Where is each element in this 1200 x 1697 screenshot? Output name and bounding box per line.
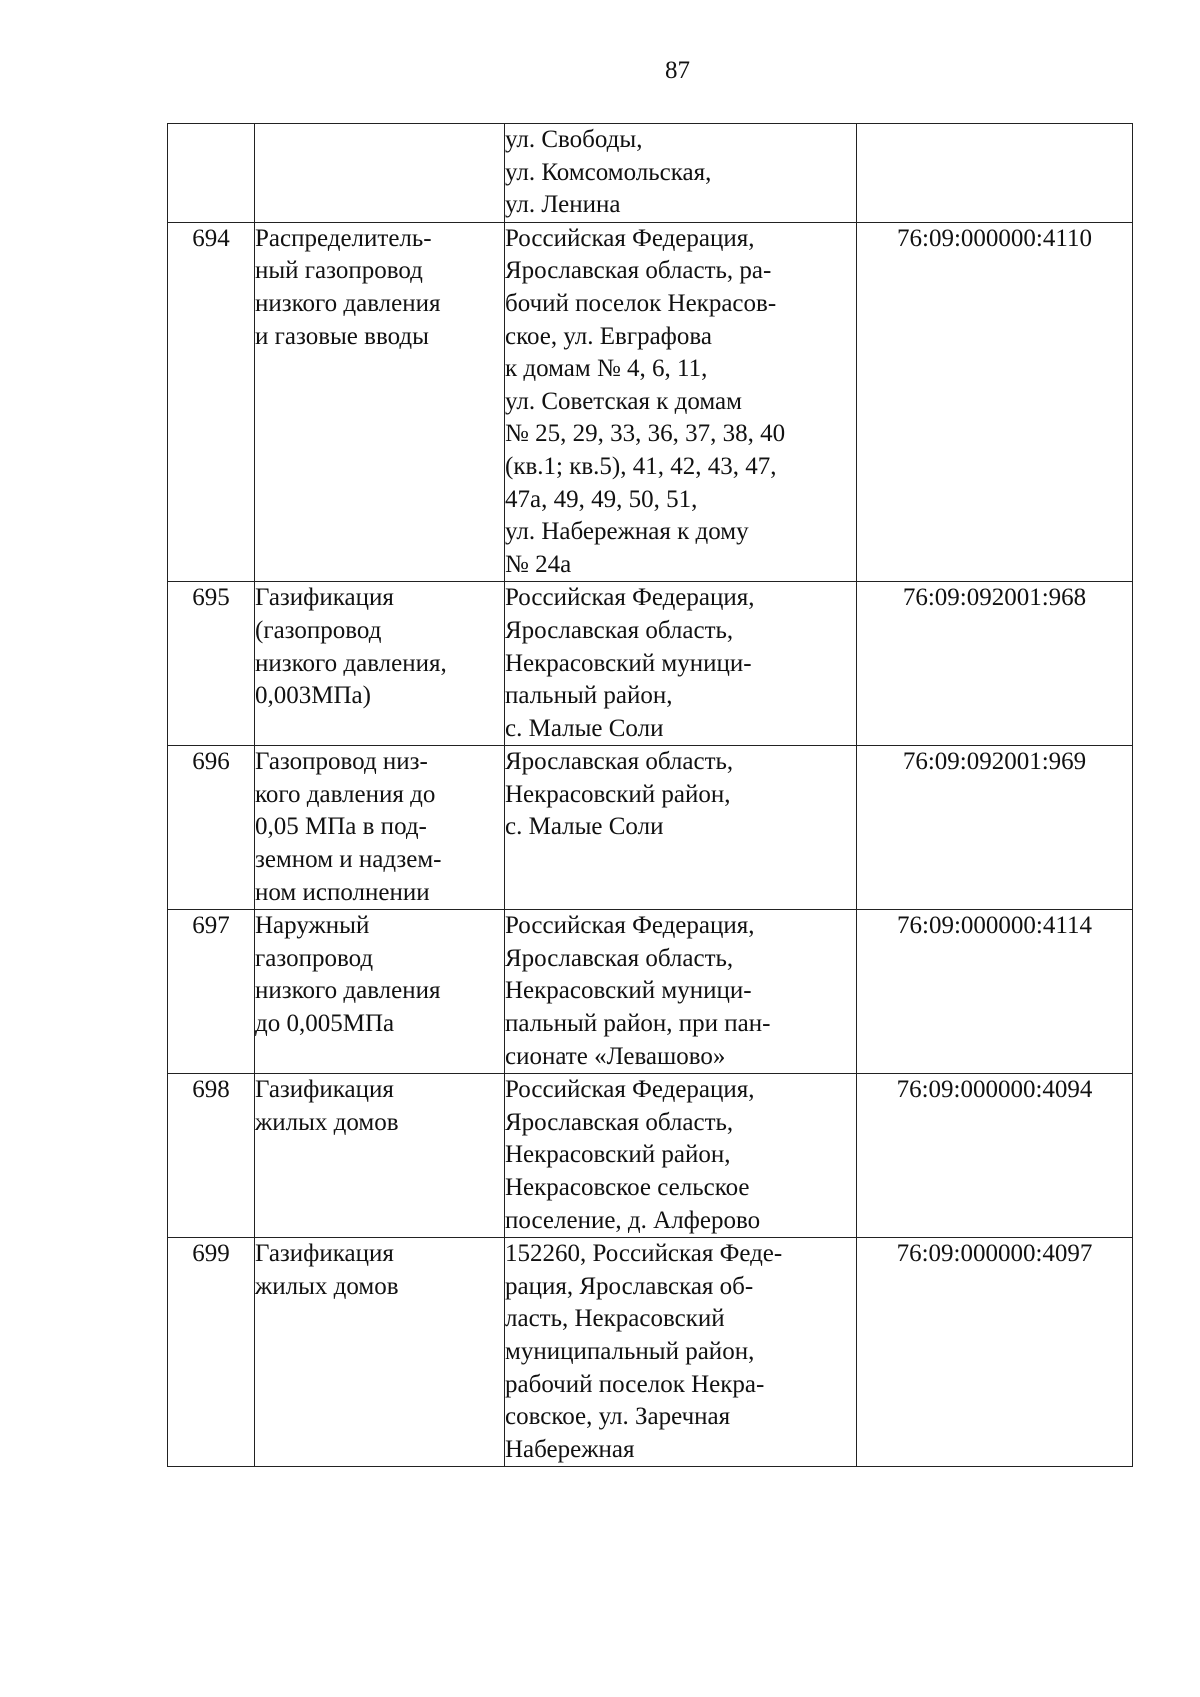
table-row <box>168 910 1133 1074</box>
object-name-line: Газификация <box>255 584 394 612</box>
cadastral-number-cell: 76:09:000000:4097 <box>857 1238 1133 1467</box>
address-line: Российская Федерация, <box>505 1076 755 1104</box>
row-number-cell: 697 <box>168 910 255 1074</box>
object-name-line: Газификация <box>255 1240 394 1268</box>
address-line: ул. Советская к домам <box>505 387 742 415</box>
table-row <box>168 124 1133 223</box>
address-line: муниципальный район, <box>505 1337 755 1365</box>
object-name-line: 0,003МПа) <box>255 682 371 710</box>
address-line: ское, ул. Евграфова <box>505 322 712 350</box>
table-row <box>168 1238 1133 1467</box>
cadastral-number-cell: 76:09:092001:968 <box>857 582 1133 746</box>
object-name-line: жилых домов <box>255 1272 399 1300</box>
address-line: пальный район, при пан- <box>505 1010 771 1038</box>
address-line: Некрасовское сельское <box>505 1174 750 1201</box>
object-name-line: Газификация <box>255 1076 394 1104</box>
address-cell <box>505 1074 857 1238</box>
object-name-line: ном исполнении <box>255 878 430 906</box>
address-cell <box>505 910 857 1074</box>
cadastral-number-cell <box>857 124 1133 223</box>
page-number: 87 <box>665 57 690 84</box>
object-name-line: ный газопровод <box>255 257 423 285</box>
cadastral-number-cell: 76:09:000000:4114 <box>857 910 1133 1074</box>
table-row <box>168 1074 1133 1238</box>
address-line: № 25, 29, 33, 36, 37, 38, 40 <box>505 420 786 448</box>
address-line: ул. Ленина <box>505 191 621 219</box>
object-name-line: газопровод <box>255 944 374 972</box>
address-line: к домам № 4, 6, 11, <box>505 355 708 383</box>
address-cell <box>505 1238 857 1467</box>
row-number-cell <box>168 124 255 223</box>
row-number-cell: 694 <box>168 222 255 582</box>
object-name-line: земном и надзем- <box>255 846 442 874</box>
address-line: совское, ул. Заречная <box>505 1403 731 1431</box>
object-name-cell <box>255 746 505 910</box>
object-name-line: низкого давления, <box>255 649 447 677</box>
address-line: 47а, 49, 49, 50, 51, <box>505 485 698 513</box>
table-row <box>168 582 1133 746</box>
address-line: Ярославская область, <box>505 944 734 972</box>
object-name-line: кого давления до <box>255 780 436 808</box>
address-cell <box>505 582 857 746</box>
address-line: 152260, Российская Феде- <box>505 1240 783 1268</box>
address-line: Ярославская область, <box>505 616 734 644</box>
object-name-cell <box>255 222 505 582</box>
address-line: Российская Федерация, <box>505 912 755 940</box>
address-line: ул. Набережная к дому <box>505 518 749 546</box>
address-line: Ярославская область, <box>505 1108 734 1136</box>
row-number-cell: 699 <box>168 1238 255 1467</box>
table-row <box>168 746 1133 910</box>
row-number-cell: 695 <box>168 582 255 746</box>
row-number-cell: 696 <box>168 746 255 910</box>
address-cell <box>505 222 857 582</box>
object-name-cell <box>255 124 505 223</box>
object-name-line: Наружный <box>255 912 370 940</box>
object-name-line: (газопровод <box>255 616 382 644</box>
address-line: Ярославская область, ра- <box>505 257 772 285</box>
address-line: с. Малые Соли <box>505 813 664 841</box>
address-line: поселение, д. Алферово <box>505 1206 761 1234</box>
address-cell <box>505 746 857 910</box>
address-line: Некрасовский муници- <box>505 649 752 677</box>
object-name-line: низкого давления <box>255 977 441 1005</box>
address-line: с. Малые Соли <box>505 714 664 742</box>
cadastral-number-cell: 76:09:000000:4094 <box>857 1074 1133 1238</box>
row-number-cell: 698 <box>168 1074 255 1238</box>
address-line: пальный район, <box>505 682 673 710</box>
address-line: Набережная <box>505 1435 635 1463</box>
address-line: (кв.1; кв.5), 41, 42, 43, 47, <box>505 452 777 480</box>
object-name-cell <box>255 910 505 1074</box>
address-line: Некрасовский муници- <box>505 977 752 1005</box>
object-name-line: Распределитель- <box>255 224 432 252</box>
table-row <box>168 222 1133 582</box>
address-line: сионате «Левашово» <box>505 1042 726 1070</box>
address-line: рабочий поселок Некра- <box>505 1370 765 1398</box>
object-name-cell <box>255 1074 505 1238</box>
object-name-line: 0,05 МПа в под- <box>255 813 427 841</box>
address-line: Некрасовский район, <box>505 780 731 808</box>
address-line: Ярославская область, <box>505 748 734 776</box>
cadastral-number-cell: 76:09:092001:969 <box>857 746 1133 910</box>
address-line: ул. Свободы, <box>505 126 643 153</box>
object-name-line: жилых домов <box>255 1108 399 1136</box>
registry-table <box>167 123 1133 1467</box>
address-line: Российская Федерация, <box>505 224 755 252</box>
object-name-line: до 0,005МПа <box>255 1010 395 1038</box>
object-name-line: и газовые вводы <box>255 322 429 350</box>
registry-table-body <box>168 124 1133 1467</box>
object-name-line: Газопровод низ- <box>255 748 428 776</box>
address-line: Российская Федерация, <box>505 584 755 612</box>
object-name-cell <box>255 582 505 746</box>
address-line: Некрасовский район, <box>505 1141 731 1169</box>
address-line: бочий поселок Некрасов- <box>505 289 777 317</box>
object-name-line: низкого давления <box>255 289 441 317</box>
address-cell <box>505 124 857 223</box>
address-line: ул. Комсомольская, <box>505 158 712 186</box>
cadastral-number-cell: 76:09:000000:4110 <box>857 222 1133 582</box>
address-line: № 24а <box>505 550 572 578</box>
address-line: рация, Ярославская об- <box>505 1272 754 1300</box>
address-line: ласть, Некрасовский <box>505 1305 725 1333</box>
object-name-cell <box>255 1238 505 1467</box>
